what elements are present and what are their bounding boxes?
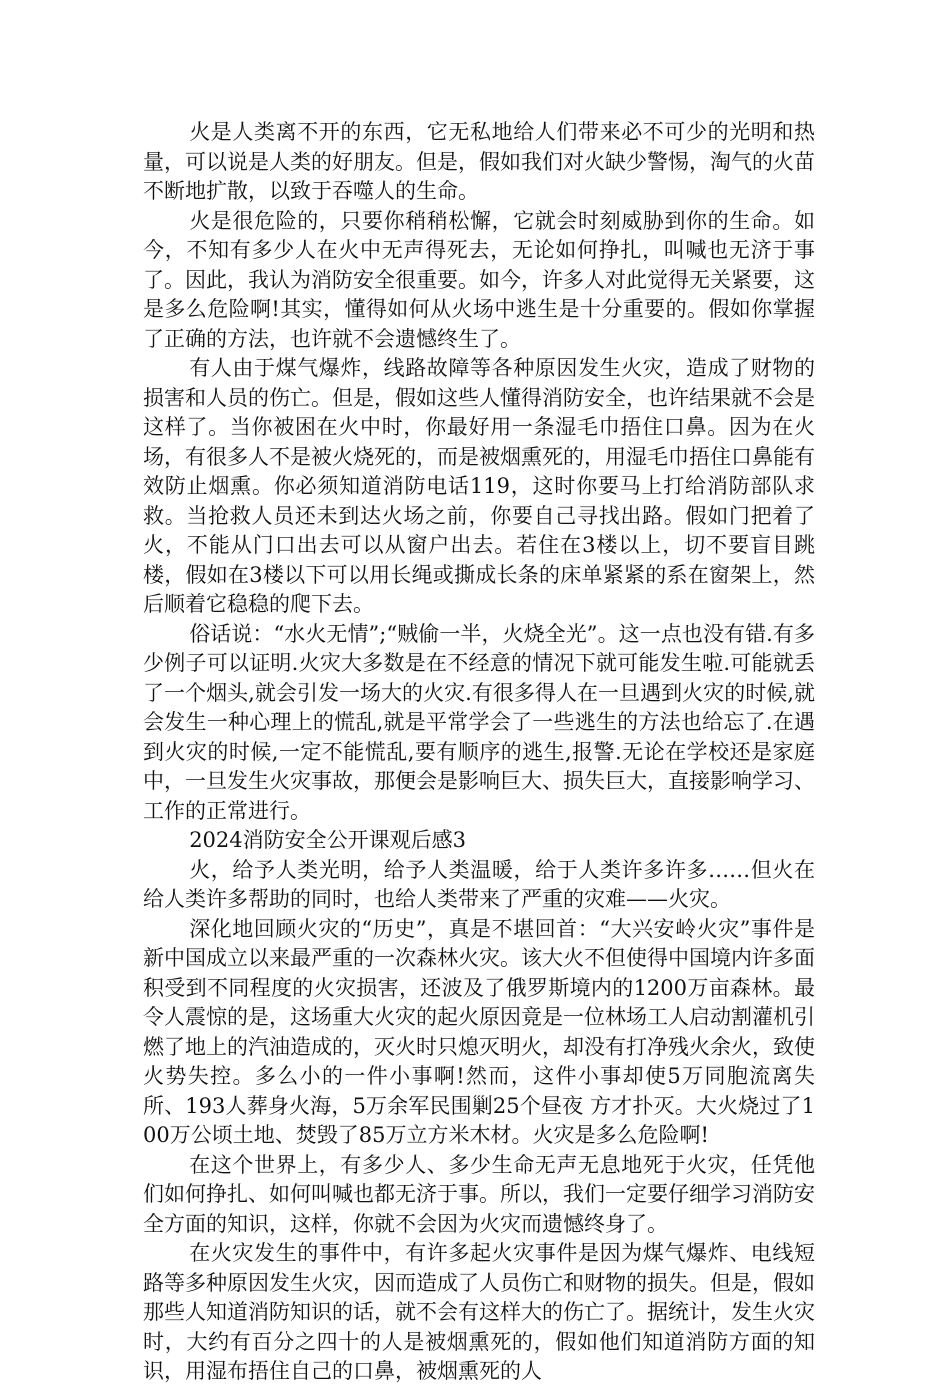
paragraph-fire-danger: 火是很危险的，只要你稍稍松懈，它就会时刻威胁到你的生命。如今，不知有多少人在火中无声得死去，无论如何挣扎，叫喊也无济于事了。因此，我认为消防安全很重要。如今，许多人对此觉得无关紧要，这是多么危险啊!其实，懂得如何从火场中逃生是十分重要的。假如你掌握了正确的方法，也许就不会遗憾终生了。 — [143, 208, 815, 351]
paragraph-fire-gift: 火，给予人类光明，给予人类温暖，给于人类许多许多……但火在给人类许多帮助的同时，也给人类带来了严重的灾难——火灾。 — [143, 857, 815, 911]
document-page — [143, 118, 815, 1387]
paragraph-daxinganling: 深化地回顾火灾的“历史”，真是不堪回首：“大兴安岭火灾”事件是新中国成立以来最严重的一次森林火灾。该大火不但使得中国境内许多面积受到不同程度的火灾损害，还波及了俄罗斯境内的1200万亩森林。最令人震惊的是，这场重大火灾的起火原因竟是一位林场工人启动割灌机引燃了地上的汽油造成的，灭火时只熄灭明火，却没有打净残火余火，致使火势失控。多么小的一件小事啊!然而，这件小事却使5万同胞流离失所、193人葬身火海，5万余军民围剿25个昼夜 方才扑灭。大火烧过了100万公顷土地、焚毁了85万立方米木材。火灾是多么危险啊! — [143, 916, 815, 1147]
paragraph-escape-methods: 有人由于煤气爆炸，线路故障等各种原因发生火灾，造成了财物的损害和人员的伤亡。但是，假如这些人懂得消防安全，也许结果就不会是这样了。当你被困在火中时，你最好用一条湿毛巾捂住口鼻。因为在火场，有很多人不是被火烧死的，而是被烟熏死的，用湿毛巾捂住口鼻能有效防止烟熏。你必须知道消防电话119，这时你要马上打给消防部队求救。当抢救人员还未到达火场之前，你要自己寻找出路。假如门把着了火，不能从门口出去可以从窗户出去。若住在3楼以上，切不要盲目跳楼，假如在3楼以下可以用长绳或撕成长条的床单紧紧的系在窗架上，然后顺着它稳稳的爬下去。 — [143, 356, 815, 616]
paragraph-world-deaths: 在这个世界上，有多少人、多少生命无声无息地死于火灾，任凭他们如何挣扎、如何叫喊也都无济于事。所以，我们一定要仔细学习消防安全方面的知识，这样，你就不会因为火灾而遗憾终身了。 — [143, 1152, 815, 1236]
paragraph-fire-friend: 火是人类离不开的东西，它无私地给人们带来必不可少的光明和热量，可以说是人类的好朋友。但是，假如我们对火缺少警惕，淘气的火苗不断地扩散，以致于吞噬人的生命。 — [143, 120, 815, 203]
paragraph-proverb: 俗话说：“水火无情”;“贼偷一半，火烧全光”。这一点也没有错.有多少例子可以证明.火灾大多数是在不经意的情况下就可能发生啦.可能就丢了一个烟头,就会引发一场大的火灾.有很多得人在一旦遇到火灾的时候,就会发生一种心理上的慌乱,就是平常学会了一些逃生的方法也给忘了.在遇到火灾的时候,一定不能慌乱,要有顺序的逃生,报警.无论在学校还是家庭中，一旦发生火灾事故，那便会是影响巨大、损失巨大，直接影响学习、工作的正常进行。 — [143, 621, 815, 823]
paragraph-smoke-statistics: 在火灾发生的事件中，有许多起火灾事件是因为煤气爆炸、电线短路等多种原因发生火灾，因而造成了人员伤亡和财物的损失。但是，假如那些人知道消防知识的话，就不会有这样大的伤亡了。据统计，发生火灾时，大约有百分之四十的人是被烟熏死的，假如他们知道消防方面的知识，用湿布捂住自己的口鼻，被烟熏死的人 — [143, 1241, 815, 1383]
section-heading: 2024消防安全公开课观后感3 — [189, 828, 466, 852]
